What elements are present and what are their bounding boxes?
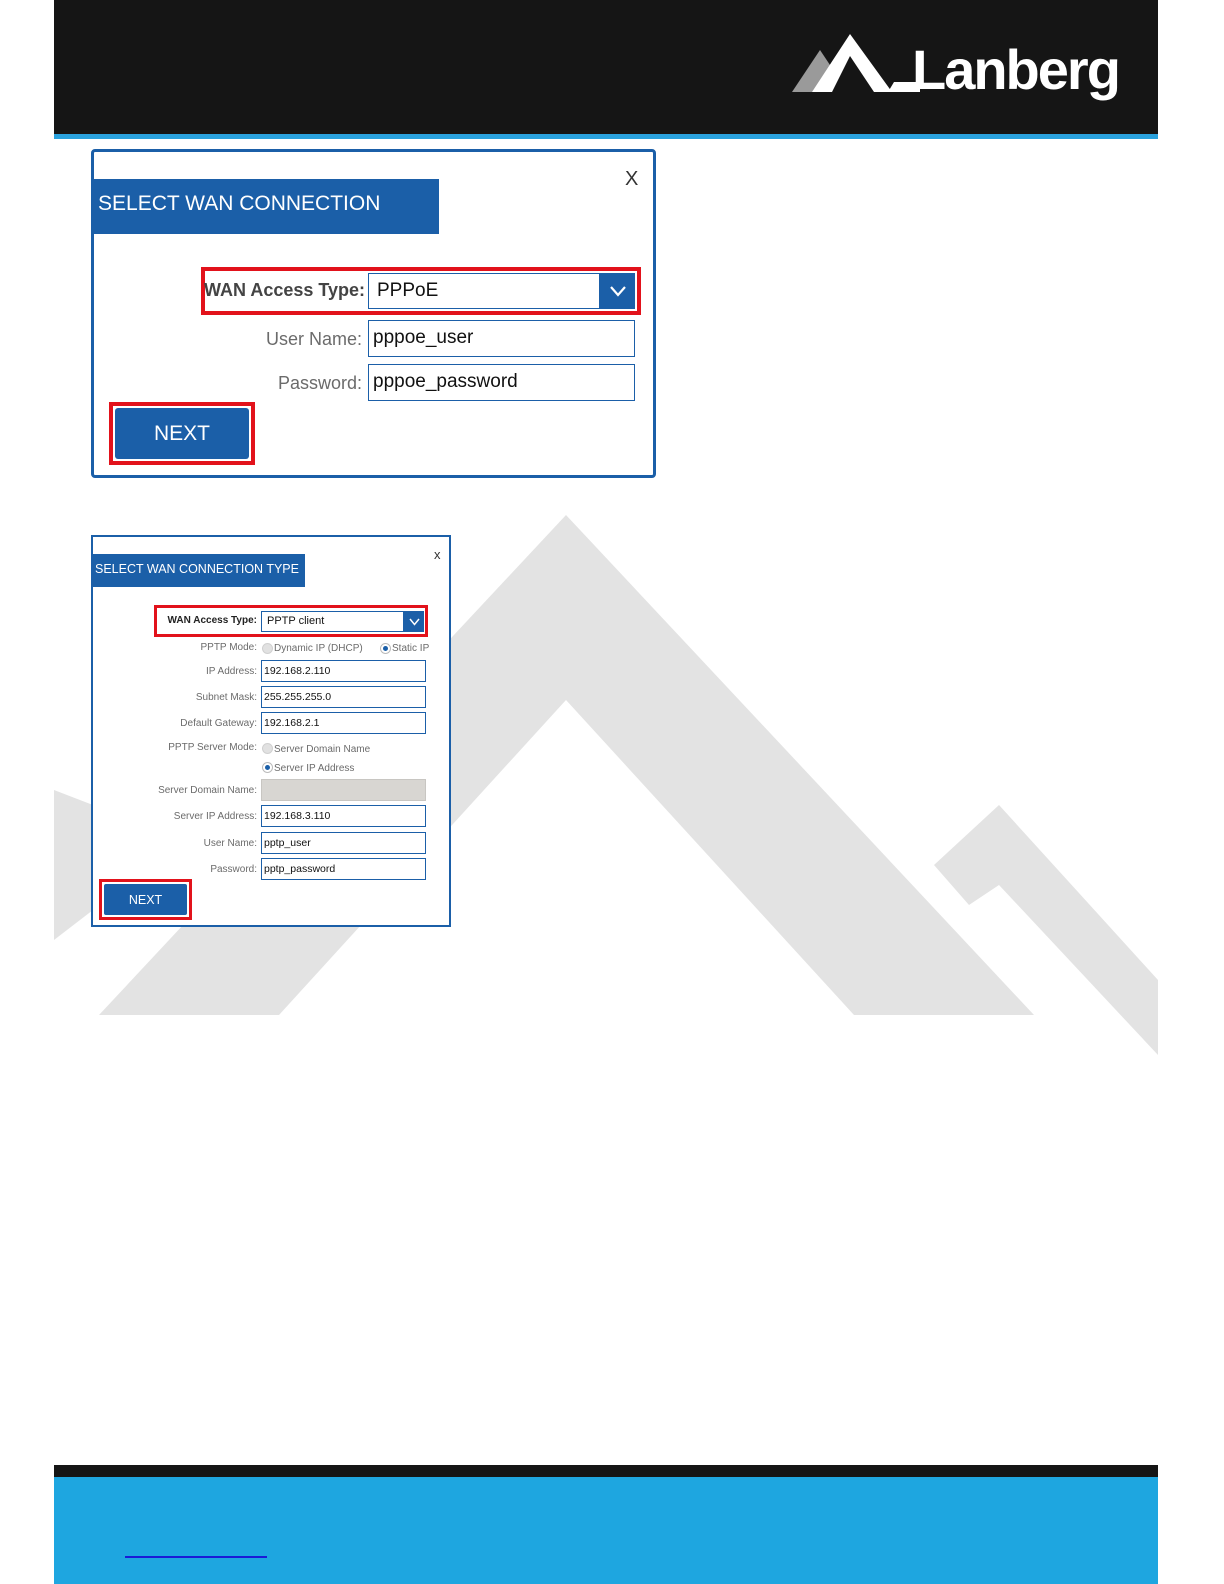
- radio-dynamic-ip-label: Dynamic IP (DHCP): [274, 643, 363, 654]
- username-field[interactable]: pptp_user: [261, 832, 426, 854]
- password-field[interactable]: pppoe_password: [368, 364, 635, 401]
- radio-dynamic-ip[interactable]: [262, 643, 273, 654]
- wan-dialog-pptp: [91, 535, 451, 927]
- next-button[interactable]: NEXT: [104, 884, 187, 915]
- password-field[interactable]: pptp_password: [261, 858, 426, 880]
- server-ip-field[interactable]: 192.168.3.110: [261, 805, 426, 827]
- radio-server-domain[interactable]: [262, 743, 273, 754]
- chevron-down-icon[interactable]: [404, 611, 424, 632]
- server-mode-label: PPTP Server Mode:: [168, 742, 257, 753]
- wan-access-type-label: WAN Access Type:: [204, 280, 366, 300]
- ip-address-label: IP Address:: [206, 666, 257, 677]
- radio-server-domain-label: Server Domain Name: [274, 744, 371, 755]
- default-gateway-label: Default Gateway:: [180, 718, 257, 729]
- username-label: User Name:: [265, 329, 362, 349]
- radio-server-ip[interactable]: [262, 762, 273, 773]
- username-label: User Name:: [203, 838, 257, 849]
- radio-static-ip[interactable]: [380, 643, 391, 654]
- username-field[interactable]: pppoe_user: [368, 320, 635, 357]
- dialog-title: SELECT WAN CONNECTION TYPE: [93, 554, 305, 587]
- subnet-mask-label: Subnet Mask:: [195, 692, 257, 703]
- server-ip-label: Server IP Address:: [173, 811, 257, 822]
- password-label: Password:: [210, 864, 257, 875]
- footer-divider: [54, 1465, 1158, 1477]
- server-domain-label: Server Domain Name:: [158, 785, 257, 796]
- password-label: Password:: [277, 373, 362, 393]
- server-domain-field[interactable]: [261, 779, 426, 801]
- pptp-mode-label: PPTP Mode:: [200, 642, 257, 653]
- default-gateway-field[interactable]: 192.168.2.1: [261, 712, 426, 734]
- ip-address-field[interactable]: 192.168.2.110: [261, 660, 426, 682]
- wan-access-type-label: WAN Access Type:: [167, 615, 257, 626]
- radio-server-ip-label: Server IP Address: [274, 763, 355, 774]
- page-footer: [54, 1477, 1158, 1584]
- next-button[interactable]: NEXT: [115, 408, 249, 459]
- footer-link[interactable]: [125, 1556, 267, 1558]
- header-divider: [54, 134, 1158, 139]
- subnet-mask-field[interactable]: 255.255.255.0: [261, 686, 426, 708]
- chevron-down-icon[interactable]: [600, 273, 635, 309]
- mountain-logo-icon: [790, 30, 920, 102]
- radio-static-ip-label: Static IP: [392, 643, 430, 654]
- brand-logo: [790, 30, 1119, 110]
- wan-access-type-select[interactable]: PPTP client: [261, 611, 404, 632]
- close-icon[interactable]: x: [434, 547, 441, 562]
- brand-name: Lanberg: [912, 38, 1119, 101]
- wan-access-type-select[interactable]: PPPoE: [368, 273, 600, 309]
- dialog-title: SELECT WAN CONNECTION TYPE: [94, 179, 439, 234]
- close-icon[interactable]: X: [625, 168, 639, 190]
- wan-dialog-pppoe: [91, 149, 656, 478]
